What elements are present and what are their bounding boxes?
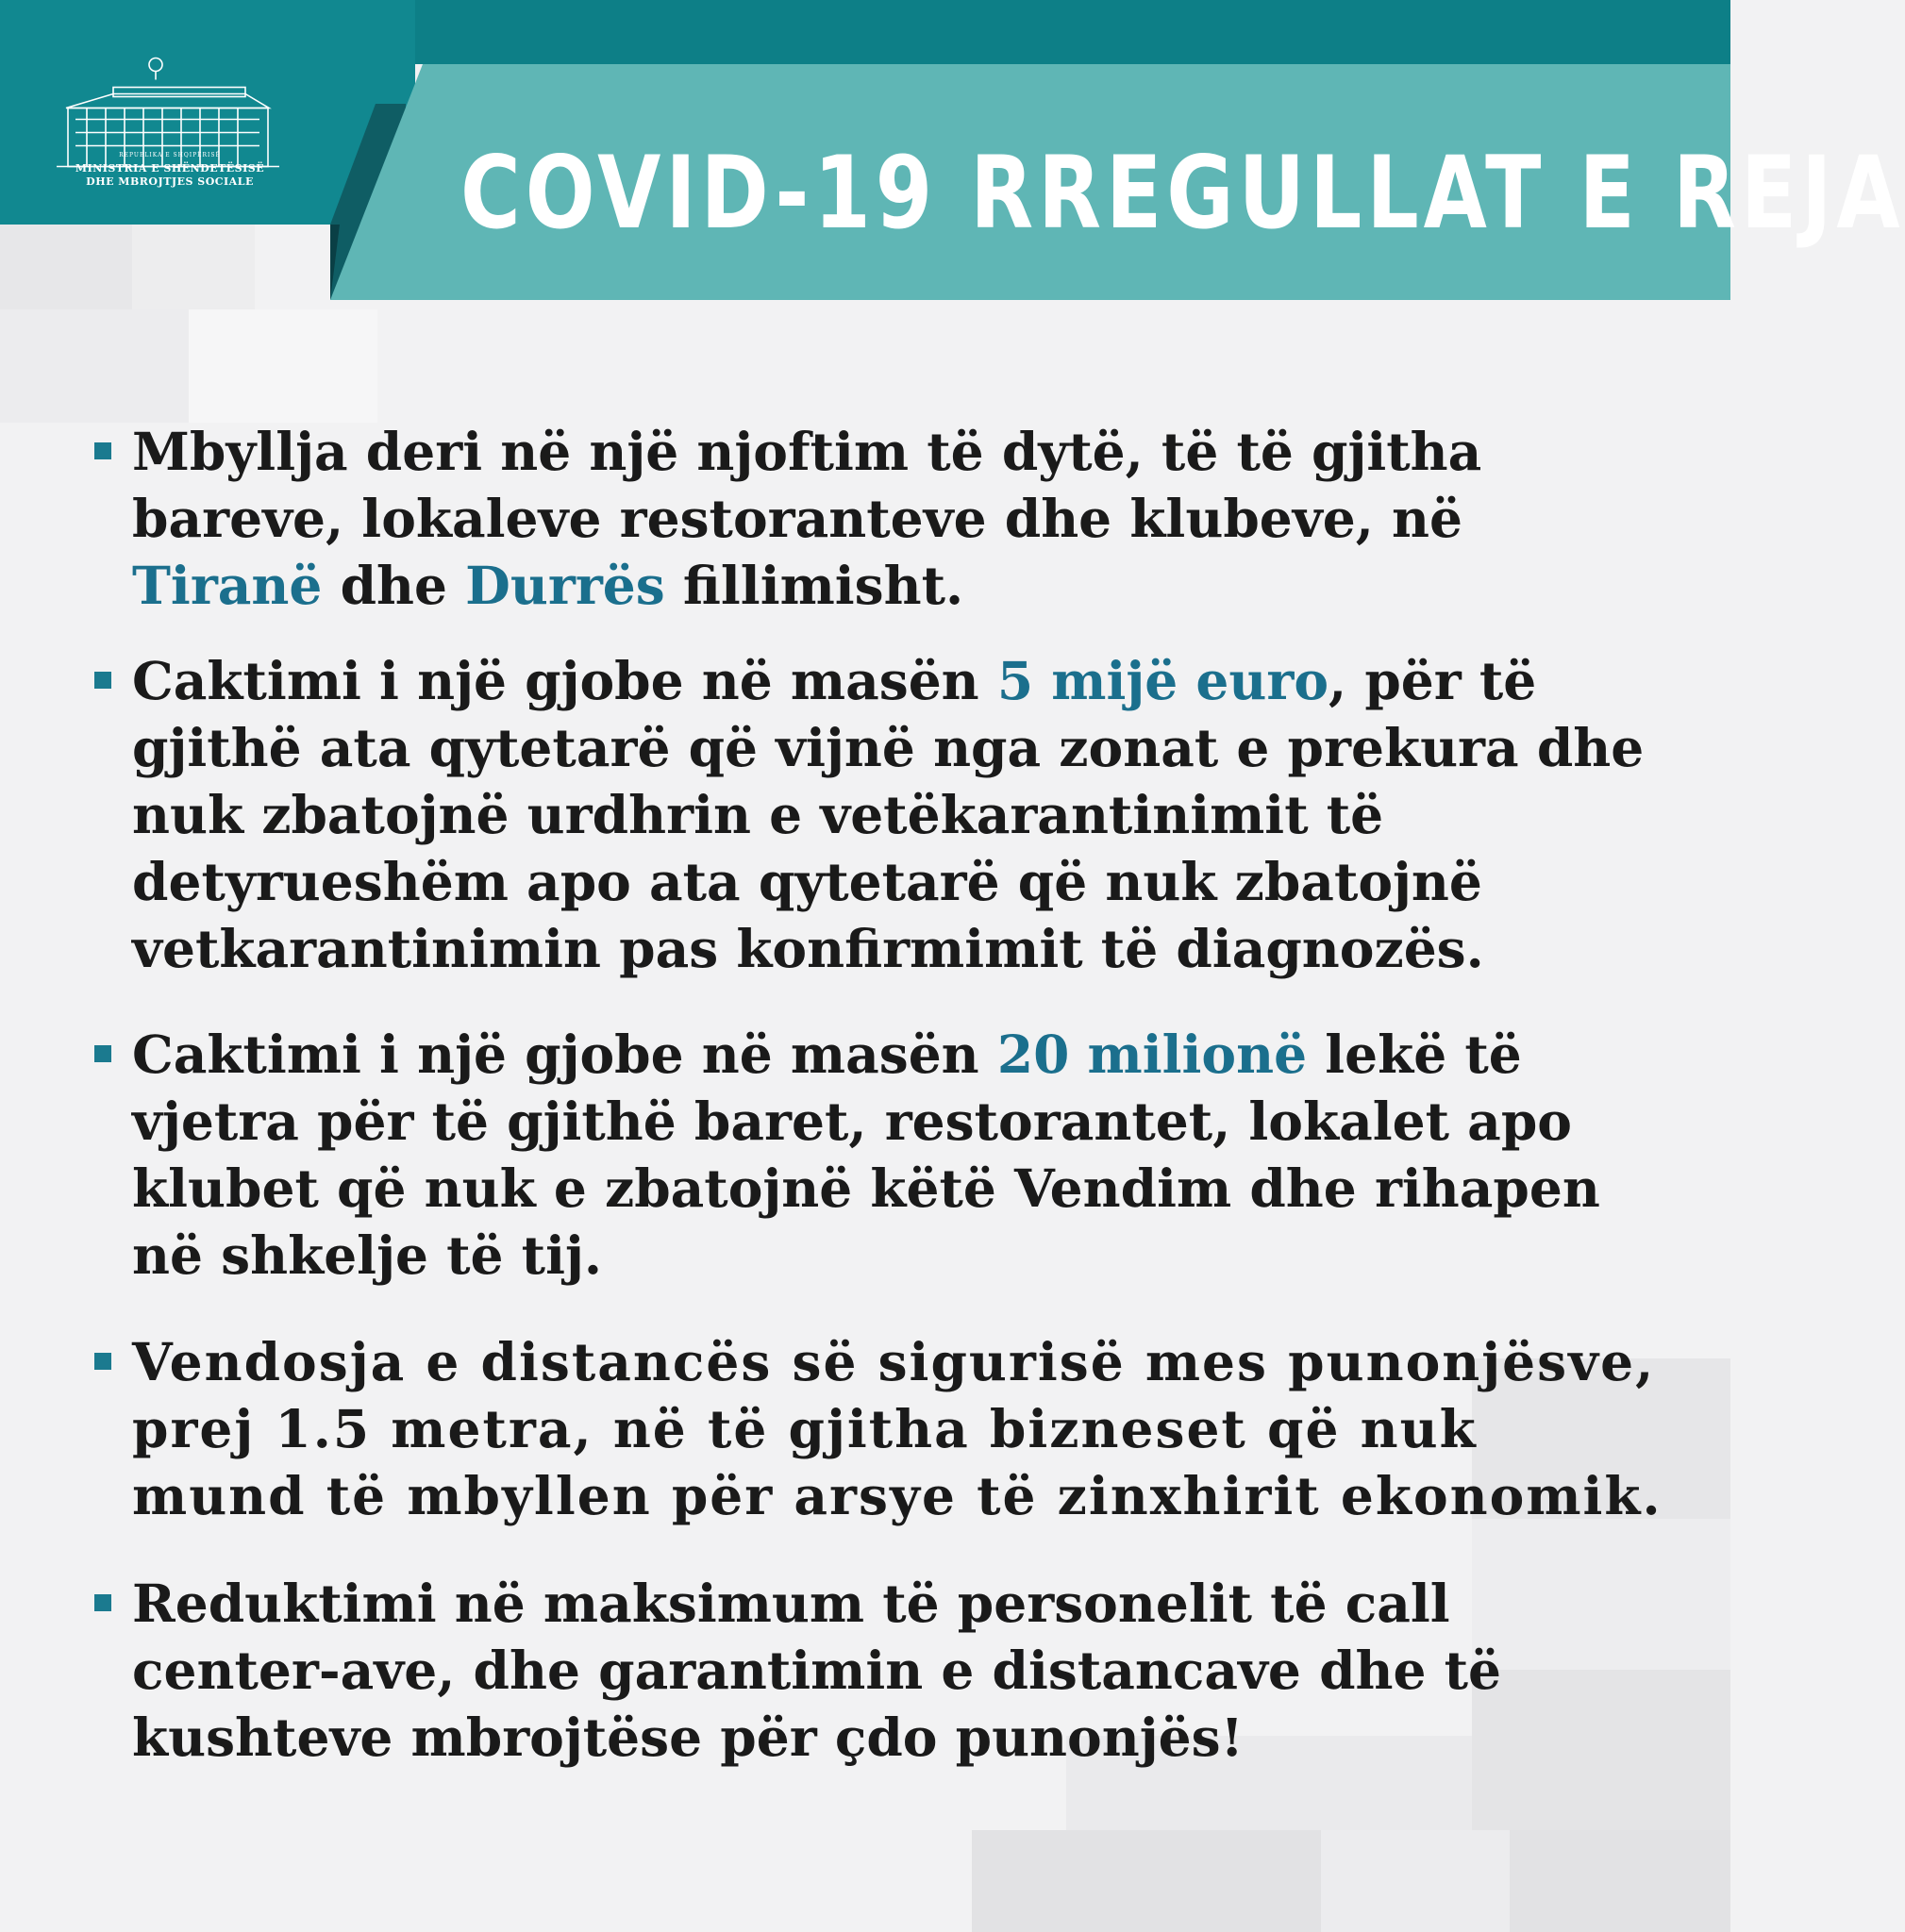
rule-line: bareve, lokaleve restoranteve dhe klubeve, në — [132, 488, 1462, 549]
rule-line: Mbyllja deri në një njoftim të dytë, të të gjitha — [132, 421, 1482, 482]
bullet-icon — [94, 1045, 111, 1062]
highlight-amount: 5 mijë euro — [996, 650, 1329, 711]
rule-line: gjithë ata qytetarë që vijnë nga zonat e prekura dhe — [132, 717, 1645, 778]
rule-line: Reduktimi në maksimum të personelit të call — [132, 1573, 1450, 1634]
rule-line: detyrueshëm apo ata qytetarë që nuk zbatojnë — [132, 851, 1482, 912]
rule-line: vjetra për të gjithë baret, restorantet, lokalet apo — [132, 1091, 1572, 1152]
rule-line: Caktimi i një gjobe në masën 5 mijë euro, për të — [132, 650, 1537, 711]
highlight-amount: 20 milionë — [996, 1024, 1308, 1085]
rule-line: center-ave, dhe garantimin e distancave dhe të — [132, 1640, 1502, 1701]
bullet-icon — [94, 1594, 111, 1611]
list-item — [132, 1570, 1679, 1771]
rule-line: klubet që nuk e zbatojnë këtë Vendim dhe rihapen — [132, 1158, 1600, 1219]
rule-line: Vendosja e distancës së sigurisë mes punonjësve, — [132, 1331, 1656, 1392]
highlight-city: Durrës — [465, 555, 665, 616]
rule-line: në shkelje të tij. — [132, 1224, 603, 1286]
list-item — [132, 1328, 1679, 1529]
bullet-icon — [94, 1353, 111, 1370]
list-item — [132, 647, 1679, 982]
page-title: COVID-19 RREGULLAT E REJA — [460, 135, 1905, 251]
rule-line: vetkarantinimin pas konfirmimit të diagnozës. — [132, 918, 1484, 979]
highlight-city: Tiranë — [132, 555, 323, 616]
rule-line: Caktimi i një gjobe në masën 20 milionë lekë të — [132, 1024, 1522, 1085]
rule-line: prej 1.5 metra, në të gjitha bizneset që nuk — [132, 1398, 1478, 1459]
ministry-line-1: MINISTRIA E SHËNDETËSISË — [75, 162, 265, 175]
list-item — [132, 418, 1679, 619]
rule-line: Tiranë dhe Durrës fillimisht. — [132, 555, 964, 616]
rule-line: nuk zbatojnë urdhrin e vetëkarantinimit të — [132, 784, 1384, 845]
list-item — [132, 1021, 1679, 1289]
ministry-line-2: DHE MBROJTJES SOCIALE — [86, 175, 254, 188]
rule-line: mund të mbyllen për arsye të zinxhirit ekonomik. — [132, 1465, 1663, 1526]
bullet-icon — [94, 672, 111, 689]
bullet-icon — [94, 442, 111, 459]
country-label: REPUBLIKA E SHQIPËRISË — [119, 152, 221, 158]
rule-line: kushteve mbrojtëse për çdo punonjës! — [132, 1707, 1244, 1768]
